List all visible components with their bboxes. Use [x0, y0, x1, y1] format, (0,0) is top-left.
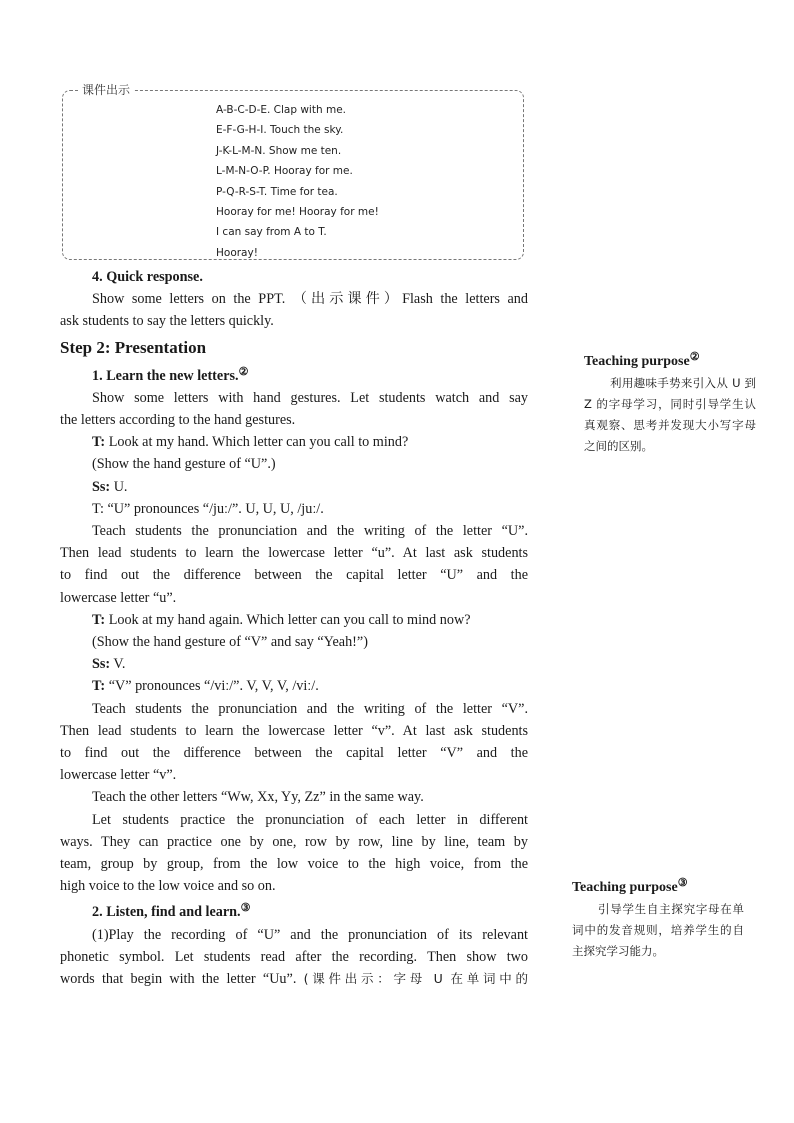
- note-body: 利用趣味手势来引入从 U 到 Z 的字母学习，同时引导学生认真观察、思考并发现大小写字母之间的区别。: [584, 376, 756, 453]
- chant-line: I can say from A to T.: [216, 226, 327, 239]
- step2-heading: Step 2: Presentation: [60, 337, 207, 357]
- dialogue-line: [60, 431, 528, 453]
- chant-line: P-Q-R-S-T. Time for tea.: [216, 185, 338, 198]
- speaker-label: Ss:: [92, 478, 111, 495]
- dialogue-line: [60, 675, 528, 697]
- paragraph-line: Let students practice the pronunciation of each letter in different: [92, 811, 528, 828]
- paragraph-line: (1)Play the recording of “U” and the pronunciation of its relevant: [92, 926, 528, 943]
- note-title: [572, 872, 744, 899]
- dialogue-line: T: “U” pronounces “/juː/”. U, U, U, /juː/.: [92, 500, 324, 517]
- paragraph-line: Teach the other letters “Ww, Xx, Yy, Zz” in the same way.: [92, 789, 424, 806]
- paragraph-line: Show some letters on the PPT. （出示课件）Flash the letters and: [92, 291, 528, 308]
- heading-text: 2. Listen, find and learn.: [92, 904, 241, 921]
- note-title-text: Teaching purpose: [584, 354, 690, 369]
- paragraph-line: high voice to the low voice and so on.: [60, 878, 276, 895]
- paragraph-line: ask students to say the letters quickly.: [60, 313, 274, 330]
- footnote-mark: ②: [238, 365, 249, 378]
- dialogue-text: V.: [110, 656, 126, 673]
- chant-lines: [216, 100, 379, 263]
- paragraph-line: Teach students the pronunciation and the writing of the letter “V”.: [92, 700, 528, 717]
- paragraph-line: lowercase letter “v”.: [60, 767, 177, 784]
- listen-find-learn-heading: [60, 897, 528, 923]
- teaching-purpose-note: [584, 346, 756, 457]
- footnote-mark: ③: [240, 902, 251, 915]
- dialogue-text: Look at my hand. Which letter can you call to mind?: [105, 434, 409, 451]
- paragraph-line: Then lead students to learn the lowercase letter “v”. At last ask students: [60, 722, 528, 739]
- dialogue-line: [60, 476, 528, 498]
- note-body: 引导学生自主探究字母在单词中的发音规则，培养学生的自主探究学习能力。: [572, 902, 744, 958]
- dialogue-line: [60, 609, 528, 631]
- dialogue-line: [60, 653, 528, 675]
- courseware-box-label: 课件出示: [78, 81, 134, 98]
- paragraph-line: lowercase letter “u”.: [60, 589, 177, 606]
- learn-letters-heading: [60, 361, 528, 387]
- paragraph-line: Teach students the pronunciation and the writing of the letter “U”.: [92, 523, 528, 540]
- stage-direction: (Show the hand gesture of “U”.): [92, 456, 276, 473]
- speaker-label: T:: [92, 678, 106, 695]
- paragraph-line: team, group by group, from the low voice to the high voice, from the: [60, 856, 528, 873]
- chant-line: J-K-L-M-N. Show me ten.: [216, 144, 342, 157]
- dialogue-text: U.: [110, 478, 128, 495]
- chant-line: Hooray for me! Hooray for me!: [216, 205, 379, 218]
- paragraph-line: the letters according to the hand gestures.: [60, 412, 296, 429]
- speaker-label: Ss:: [92, 656, 111, 673]
- footnote-mark: ②: [689, 351, 700, 363]
- paragraph-text: words that begin with the letter “Uu”.: [60, 971, 304, 988]
- footnote-mark: ③: [677, 877, 688, 889]
- paragraph-line: ways. They can practice one by one, row by row, line by line, team by: [60, 833, 528, 850]
- note-title-text: Teaching purpose: [572, 880, 678, 895]
- paragraph-line: [60, 968, 528, 990]
- note-title: [584, 346, 756, 373]
- courseware-note: (课件出示：字母 U 在单词中的: [303, 971, 528, 987]
- chant-line: E-F-G-H-I. Touch the sky.: [216, 124, 344, 137]
- speaker-label: T:: [92, 611, 106, 628]
- quick-response-heading: 4. Quick response.: [92, 269, 203, 285]
- teaching-purpose-note: [572, 872, 744, 962]
- dialogue-text: “V” pronounces “/viː/”. V, V, V, /viː/.: [105, 678, 319, 695]
- heading-text: 1. Learn the new letters.: [92, 367, 239, 384]
- dialogue-text: Look at my hand again. Which letter can you call to mind now?: [105, 611, 471, 628]
- stage-direction: (Show the hand gesture of “V” and say “Yeah!”): [92, 634, 368, 651]
- chant-line: Hooray!: [216, 246, 258, 259]
- paragraph-line: Then lead students to learn the lowercase letter “u”. At last ask students: [60, 545, 528, 562]
- paragraph-line: Show some letters with hand gestures. Let students watch and say: [92, 389, 528, 406]
- main-column: [60, 266, 528, 990]
- paragraph-line: to find out the difference between the capital letter “V” and the: [60, 745, 528, 762]
- paragraph-line: phonetic symbol. Let students read after the recording. Then show two: [60, 948, 528, 965]
- chant-line: L-M-N-O-P. Hooray for me.: [216, 165, 353, 178]
- speaker-label: T:: [92, 434, 106, 451]
- chant-line: A-B-C-D-E. Clap with me.: [216, 104, 346, 116]
- paragraph-line: to find out the difference between the capital letter “U” and the: [60, 567, 528, 584]
